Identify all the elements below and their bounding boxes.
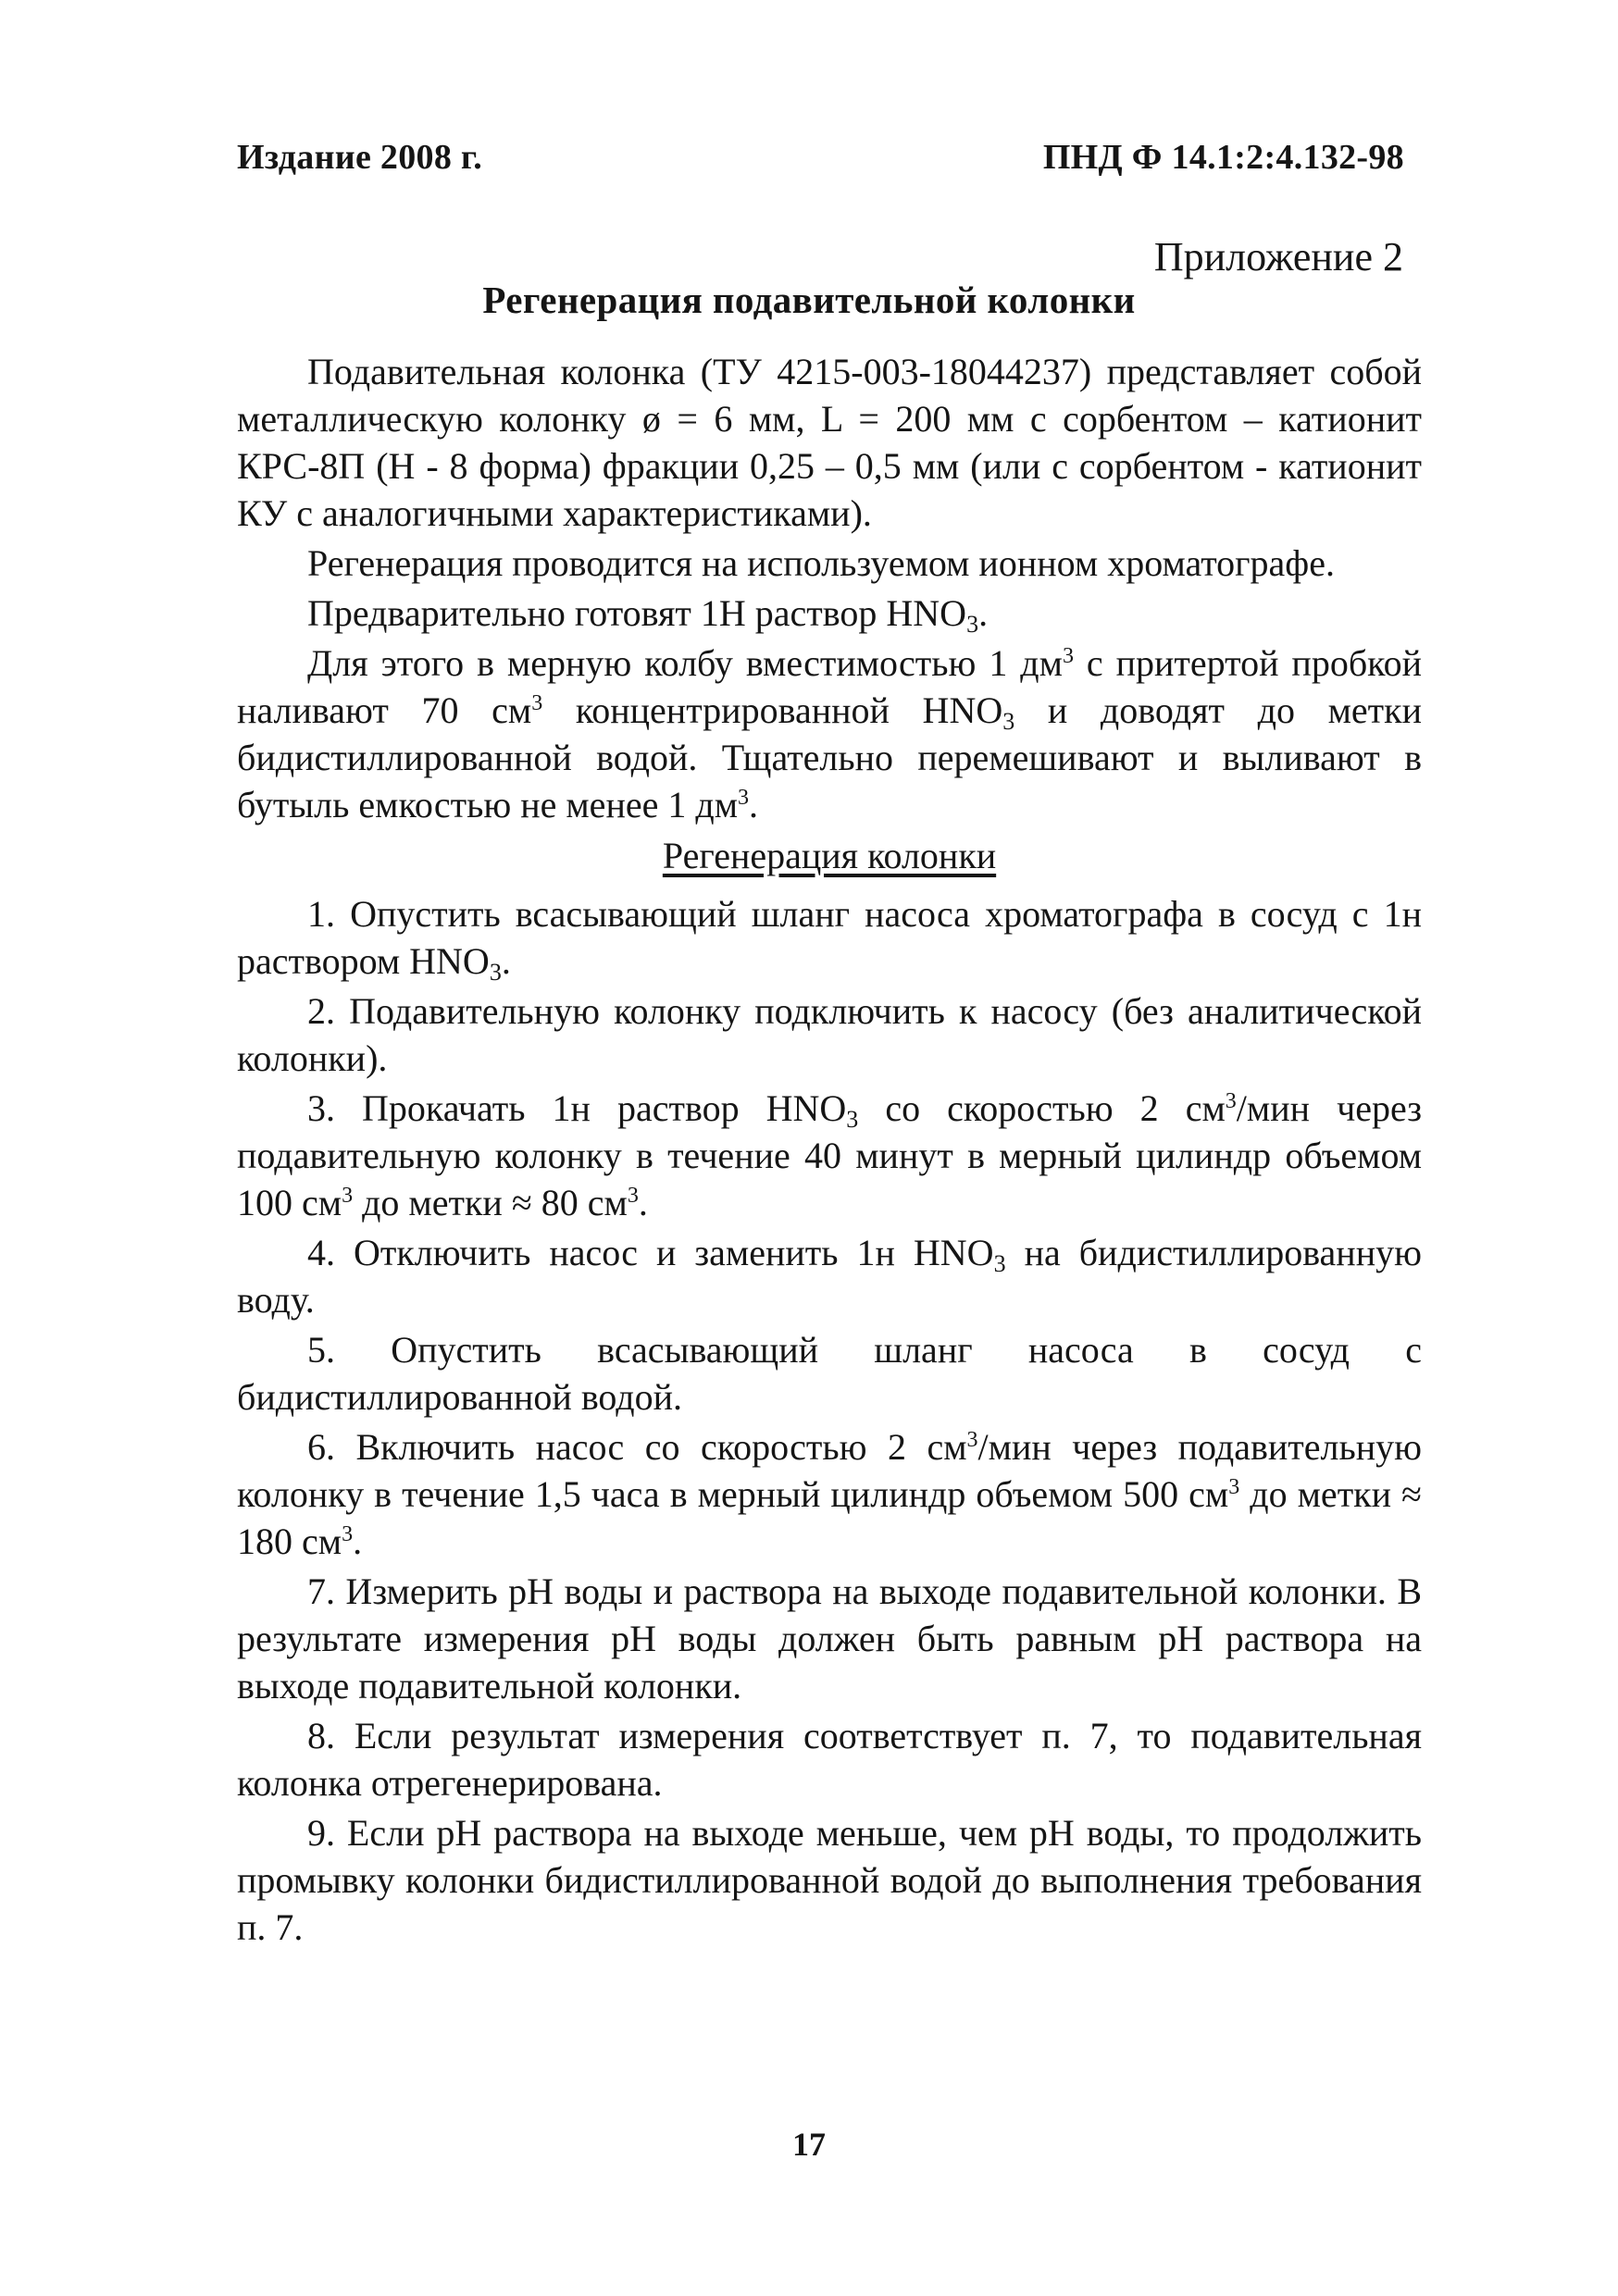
text-run: 3. Прокачать 1н раствор HNO [307, 1087, 847, 1129]
superscript: 3 [966, 1428, 978, 1452]
text-run: . [978, 592, 989, 634]
superscript: 3 [342, 1184, 354, 1208]
text-run: . [353, 1520, 363, 1562]
subscript: 3 [993, 1250, 1006, 1277]
superscript: 3 [627, 1184, 639, 1208]
text-run: 6. Включить насос со скоростью 2 см [307, 1426, 967, 1468]
subscript: 3 [846, 1106, 859, 1133]
step-7: 7. Измерить pH воды и раствора на выходе подавительной колонки. В результате измерения pH воды должен быть равным pH раствора на выходе подавительной колонки. [237, 1570, 1422, 1706]
text-run: Предварительно готовят 1Н раствор HNO [307, 592, 967, 634]
text-run: с притертой пробкой наливают 70 см [237, 642, 1422, 731]
superscript: 3 [738, 786, 750, 810]
text-run: 1. Опустить всасывающий шланг насоса хроматографа в сосуд с 1н раствором HNO [237, 893, 1422, 982]
document-body [237, 348, 1422, 1954]
steps-list [237, 890, 1422, 1951]
step-9: 9. Если pH раствора на выходе меньше, чем pH воды, то продолжить промывку колонки бидистиллированной водой до выполнения требования п. 7. [237, 1812, 1422, 1948]
edition-header: Издание 2008 г. [237, 138, 482, 177]
intro-paragraph-4 [237, 639, 1422, 828]
text-run: /мин через подавительную колонку в течение 40 минут в мерный цилиндр объемом 100 см [237, 1087, 1422, 1223]
intro-paragraph-3 [237, 590, 1422, 637]
step-6 [237, 1423, 1422, 1565]
document-code-header: ПНД Ф 14.1:2:4.132-98 [1042, 138, 1404, 177]
text-run: 4. Отключить насос и заменить 1н HNO [307, 1232, 994, 1273]
text-run: со скоростью 2 см [858, 1087, 1226, 1129]
text-run: Для этого в мерную колбу вместимостью 1 дм [307, 642, 1063, 684]
superscript: 3 [1228, 1475, 1240, 1499]
step-8: 8. Если результат измерения соответствует п. 7, то подавительная колонка отрегенерирована. [237, 1715, 1422, 1804]
subscript: 3 [489, 959, 502, 986]
text-run: до метки ≈ 80 см [353, 1182, 628, 1223]
text-run: и доводят до метки бидистиллированной водой. Тщательно перемешивают и выливают в бутыль емкостью не менее 1 дм [237, 689, 1422, 825]
superscript: 3 [342, 1522, 354, 1546]
superscript: 3 [531, 691, 543, 715]
subscript: 3 [1002, 708, 1015, 735]
appendix-label: Приложение 2 [1153, 234, 1403, 279]
section-subtitle: Регенерация колонки [662, 835, 997, 876]
text-run: . [501, 940, 511, 982]
step-3 [237, 1085, 1422, 1226]
text-run: концентрированной HNO [542, 689, 1003, 731]
superscript: 3 [1225, 1089, 1237, 1113]
text-run: до метки ≈ 180 см [237, 1473, 1422, 1562]
step-5: 5. Опустить всасывающий шланг насоса в сосуд с бидистиллированной водой. [237, 1329, 1422, 1418]
text-run: . [638, 1182, 648, 1223]
page-number: 17 [792, 2126, 826, 2163]
step-4 [237, 1229, 1422, 1323]
superscript: 3 [1062, 644, 1074, 668]
subscript: 3 [966, 611, 979, 638]
page-title: Регенерация подавительной колонки [482, 279, 1136, 321]
step-2: 2. Подавительную колонку подключить к насосу (без аналитической колонки). [237, 990, 1422, 1079]
text-run: на бидистиллированную воду. [237, 1232, 1422, 1321]
step-1 [237, 890, 1422, 985]
text-run: /мин через подавительную колонку в течение 1,5 часа в мерный цилиндр объемом 500 см [237, 1426, 1422, 1515]
intro-paragraph-1: Подавительная колонка (ТУ 4215-003-18044237) представляет собой металлическую колонку ø = 6 мм, L = 200 мм с сорбентом – катионит КРС-8П (Н - 8 форма) фракции 0,25 – 0,5 мм (или с сорбентом - катионит КУ с аналогичными характеристиками). [237, 351, 1422, 534]
intro-paragraph-2: Регенерация проводится на используемом ионном хроматографе. [307, 542, 1335, 584]
text-run: . [749, 784, 759, 825]
